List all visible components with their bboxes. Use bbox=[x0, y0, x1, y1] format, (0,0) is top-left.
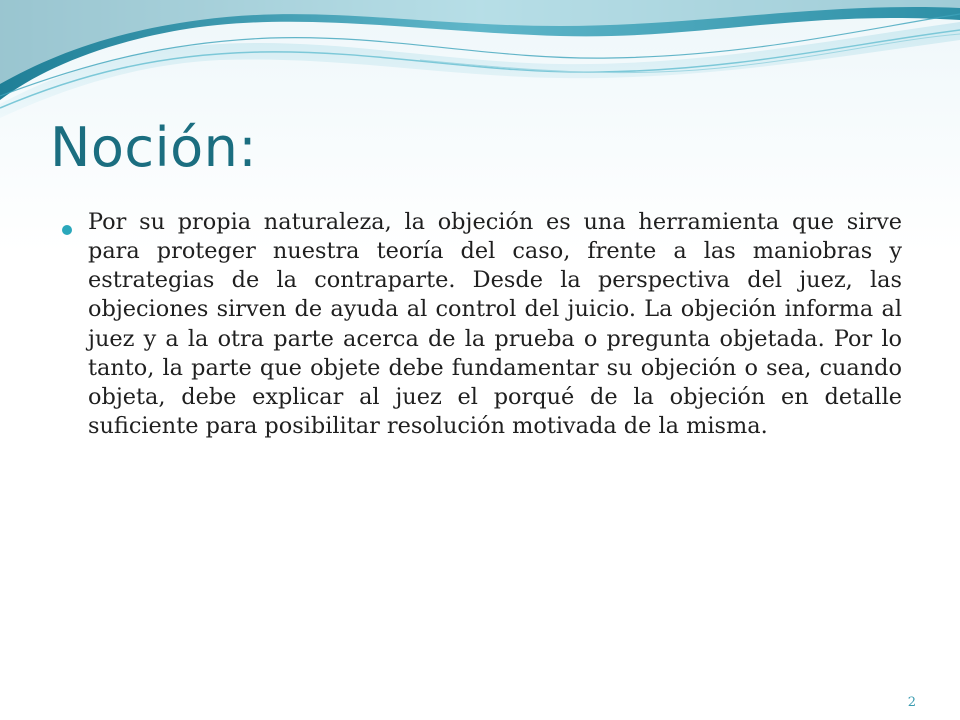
slide-content bbox=[62, 208, 902, 441]
slide-title: Noción: bbox=[50, 116, 258, 179]
bullet-icon bbox=[62, 225, 72, 235]
bullet-text: Por su propia naturaleza, la objeción es una herramienta que sirve para proteger nuestra teoría del caso, frente a las maniobras y estrategias de la contraparte. Desde la perspectiva del juez, las objeciones sirven de ayuda al control del juicio. La objeción informa al juez y a la otra parte acerca de la prueba o pregunta objetada. Por lo tanto, la parte que objete debe fundamentar su objeción o sea, cuando objeta, debe explicar al juez el porqué de la objeción en detalle suficiente para posibilitar resolución motivada de la misma. bbox=[88, 209, 902, 439]
bullet-item bbox=[62, 208, 902, 441]
slide-number: 2 bbox=[907, 695, 916, 710]
header-wave-decoration bbox=[0, 0, 960, 120]
